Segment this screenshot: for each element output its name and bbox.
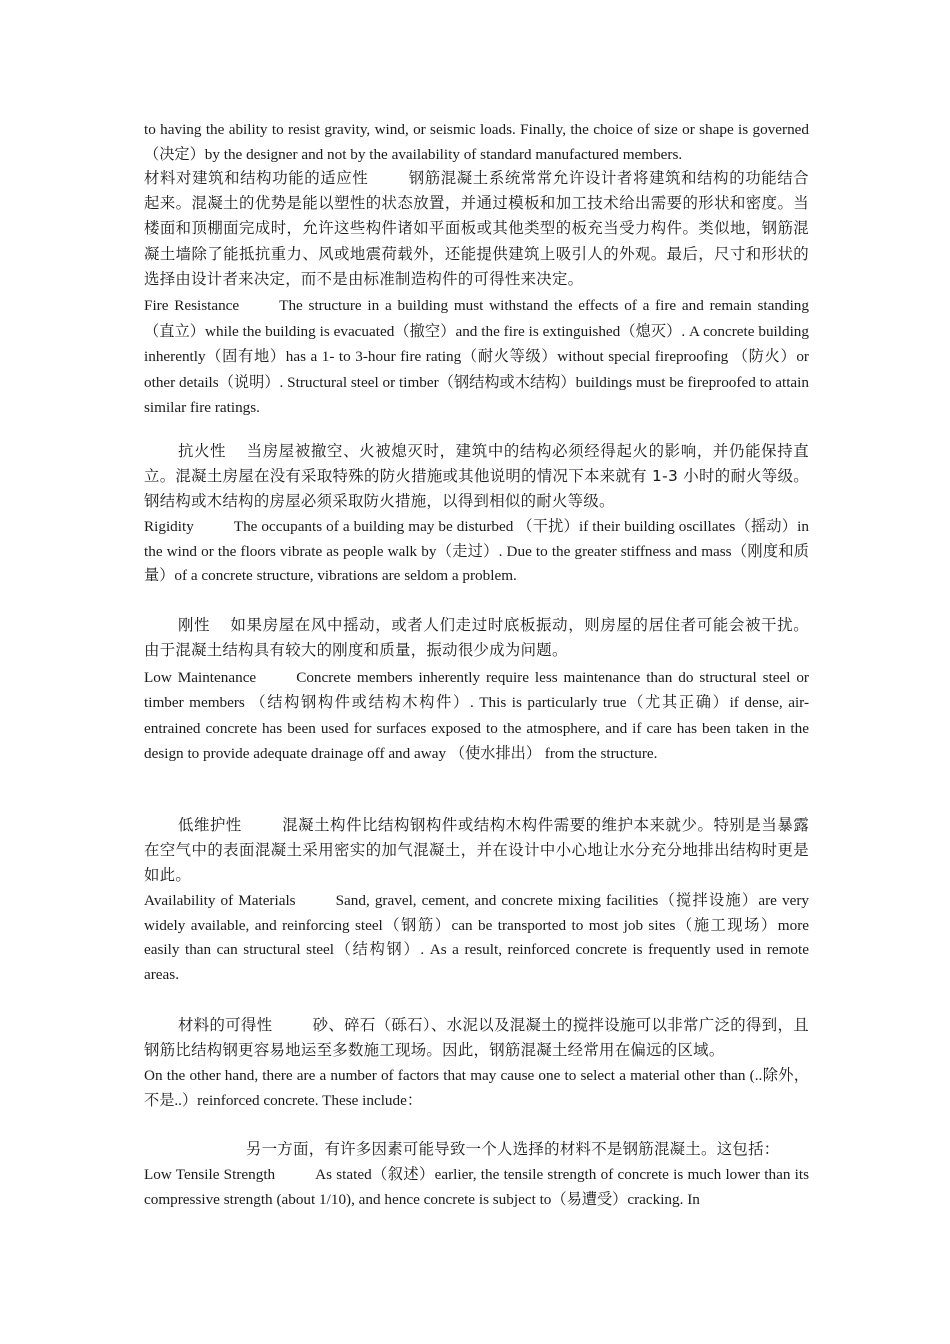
section-heading: Rigidity — [144, 518, 194, 535]
text-block: Concrete members inherently require less maintenance than do structural steel or timber members （结构钢构件或结构木构件）. This is particularly true（尤其正确）if dense, air-entrained concrete has been used for surfaces exposed to the atmosphere, and if care has been taken in the design to provide adequate drainage off and away （使水排出） from the structure. — [144, 669, 809, 763]
text-block: to having the ability to resist gravity, wind, or seismic loads. Finally, the choice of size or shape is governed（决定）by the designer and not by the availability of standard manufactured members. — [144, 121, 809, 163]
section-heading: 低维护性 — [178, 816, 242, 834]
text-block: Sand, gravel, cement, and concrete mixing facilities（搅拌设施）are very widely available, and reinforcing steel（钢筋）can be transported to most job sites（施工现场）more easily than can structural steel（结构钢）. As a result, reinforced concrete is frequently used in remote areas. — [144, 892, 809, 983]
section-heading: 抗火性 — [178, 442, 227, 460]
text-block: 另一方面，有许多因素可能导致一个人选择的材料不是钢筋混凝土。这包括： — [246, 1140, 780, 1158]
paragraph-adaptability-zh — [144, 166, 809, 292]
text-block: 混凝土构件比结构钢构件或结构木构件需要的维护本来就少。特别是当暴露在空气中的表面混凝土采用密实的加气混凝土，并在设计中小心地让水分充分地排出结构时更是如此。 — [144, 816, 810, 885]
paragraph-other-hand-en — [144, 1064, 809, 1113]
paragraph-adaptability-en — [144, 118, 809, 167]
paragraph-fire-resistance-zh — [144, 439, 809, 515]
text-block: 砂、碎石（砾石）、水泥以及混凝土的搅拌设施可以非常广泛的得到，且钢筋比结构钢更容易地运至多数施工现场。因此，钢筋混凝土经常用在偏远的区域。 — [144, 1016, 809, 1060]
text-block: 如果房屋在风中摇动，或者人们走过时底板振动，则房屋的居住者可能会被干扰。由于混凝土结构具有较大的刚度和质量，振动很少成为问题。 — [144, 616, 809, 660]
section-heading: Low Tensile Strength — [144, 1166, 276, 1183]
paragraph-rigidity-zh — [144, 613, 809, 663]
paragraph-other-hand-zh — [144, 1137, 809, 1162]
text-block: 钢筋混凝土系统常常允许设计者将建筑和结构的功能结合起来。混凝土的优势是能以塑性的状态放置，并通过模板和加工技术给出需要的形状和密度。当楼面和顶棚面完成时，允许这些构件诸如平面板或其他类型的板充当受力构件。类似地，钢筋混凝土墙除了能抵抗重力、风或地震荷载外，还能提供建筑上吸引人的外观。最后，尺寸和形状的选择由设计者来决定，而不是由标准制造构件的可得性来决定。 — [144, 169, 809, 288]
section-heading: Low Maintenance — [144, 669, 257, 686]
paragraph-tensile-en — [144, 1163, 809, 1212]
section-heading: 材料的可得性 — [178, 1016, 273, 1034]
section-heading: Fire Resistance — [144, 297, 240, 314]
section-heading: Availability of Materials — [144, 892, 296, 909]
paragraph-materials-zh — [144, 1013, 809, 1063]
section-heading: 刚性 — [178, 616, 211, 634]
section-heading: 材料对建筑和结构功能的适应性 — [144, 169, 369, 187]
text-block: On the other hand, there are a number of factors that may cause one to select a material other than (..除外，不是..）reinforced concrete. These include： — [144, 1067, 809, 1109]
text-block: As stated（叙述）earlier, the tensile strength of concrete is much lower than its compressive strength (about 1/10), and hence concrete is subject to（易遭受）cracking. In — [144, 1166, 809, 1208]
paragraph-maintenance-zh — [144, 813, 809, 889]
text-block: 当房屋被撤空、火被熄灭时，建筑中的结构必须经得起火的影响，并仍能保持直立。混凝土房屋在没有采取特殊的防火措施或其他说明的情况下本来就有 1-3 小时的耐火等级。钢结构或木结构的房屋必须采取防火措施，以得到相似的耐火等级。 — [144, 442, 809, 511]
paragraph-fire-resistance-en — [144, 293, 809, 421]
text-block: The occupants of a building may be disturbed （干扰）if their building oscillates（摇动）in the wind or the floors vibrate as people walk by（走过）. Due to the greater stiffness and mass（刚度和质量）of a concrete structure, vibrations are seldom a problem. — [144, 518, 809, 585]
paragraph-maintenance-en — [144, 665, 809, 767]
text-block: The structure in a building must withstand the effects of a fire and remain standing（直立）while the building is evacuated（撤空）and the fire is extinguished（熄灭）. A concrete building inherently（固有地）has a 1- to 3-hour fire rating（耐火等级）without special fireproofing （防火）or other details（说明）. Structural steel or timber（钢结构或木结构）buildings must be fireproofed to attain similar fire ratings. — [144, 297, 809, 417]
paragraph-rigidity-en — [144, 515, 809, 589]
paragraph-materials-en — [144, 889, 809, 987]
